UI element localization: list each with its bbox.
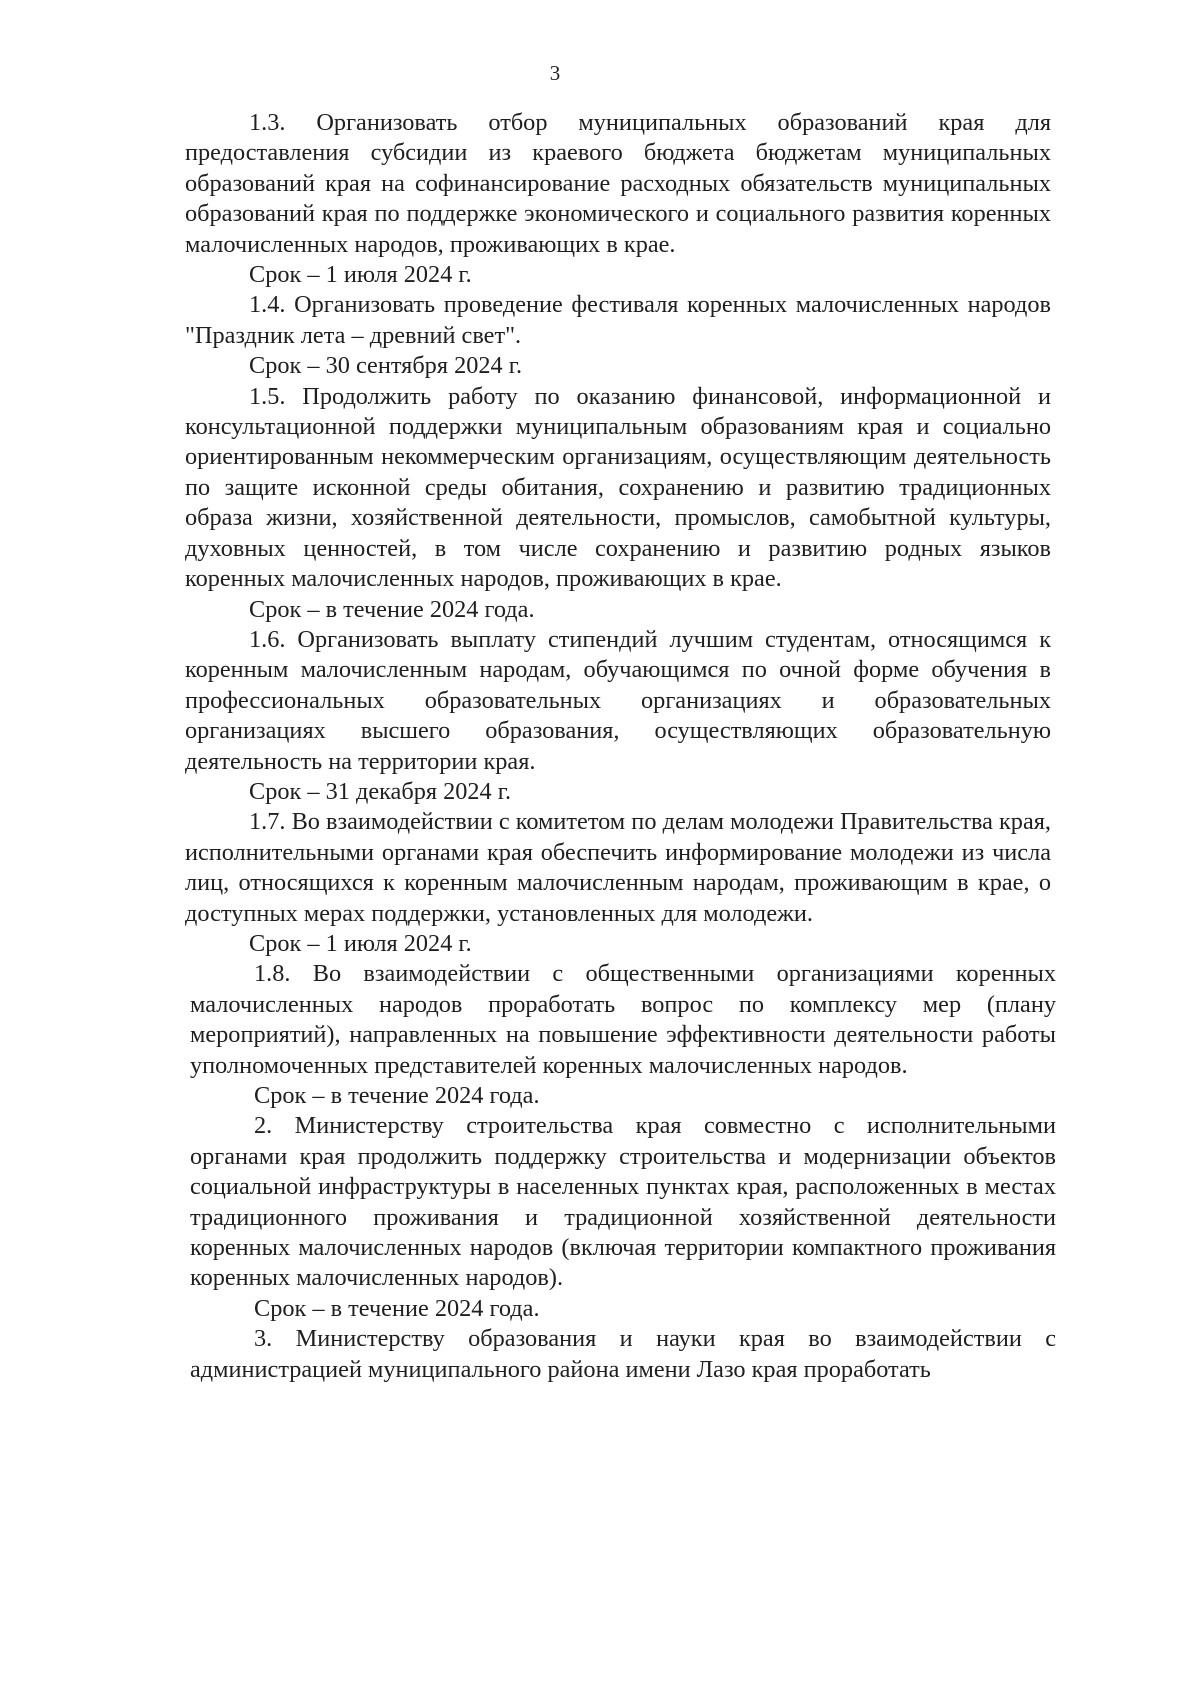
paragraph-1-7: 1.7. Во взаимодействии с комитетом по делам молодежи Правительства края, исполнительными органами края обеспечить информирование молодежи из числа лиц, относящихся к коренным малочисленным народам, проживающим в крае, о доступных мерах поддержки, установленных для молодежи. [185, 808, 1051, 927]
paragraph-1-3: 1.3. Организовать отбор муниципальных образований края для предоставления субсидии из краевого бюджета бюджетам муниципальных образований края на софинансирование расходных обязательств муниципальных образований края по поддержке экономического и социального развития коренных малочисленных народов, проживающих в крае. [185, 109, 1051, 258]
deadline-2: Срок – в течение 2024 года. [254, 1294, 540, 1322]
paragraph-1-4: 1.4. Организовать проведение фестиваля коренных малочисленных народов "Праздник лета – древний свет". [185, 291, 1051, 349]
deadline-1-4: Срок – 30 сентября 2024 г. [249, 352, 523, 380]
paragraph-3: 3. Министерству образования и науки края во взаимодействии с администрацией муниципального района имени Лазо края проработать [190, 1325, 1056, 1383]
deadline-1-6: Срок – 31 декабря 2024 г. [249, 777, 512, 805]
paragraph-1-5: 1.5. Продолжить работу по оказанию финансовой, информационной и консультационной поддержки муниципальным образованиям края и социально ориентированным некоммерческим организациям, осуществляющим деятельность по защите исконной среды обитания, сохранению и развитию традиционных образа жизни, хозяйственной деятельности, промыслов, самобытной культуры, духовных ценностей, в том числе сохранению и развитию родных языков коренных малочисленных народов, проживающих в крае. [185, 382, 1051, 593]
paragraph-2: 2. Министерству строительства края совместно с исполнительными органами края продолжить поддержку строительства и модернизации объектов социальной инфраструктуры в населенных пунктах края, расположенных в местах традиционного проживания и традиционной хозяйственной деятельности коренных малочисленных народов (включая территории компактного проживания коренных малочисленных народов). [190, 1112, 1056, 1292]
paragraph-1-8: 1.8. Во взаимодействии с общественными организациями коренных малочисленных народов проработать вопрос по комплексу мер (плану мероприятий), направленных на повышение эффективности деятельности работы уполномоченных представителей коренных малочисленных народов. [190, 960, 1056, 1079]
deadline-1-3: Срок – 1 июля 2024 г. [249, 261, 472, 289]
deadline-1-8: Срок – в течение 2024 года. [254, 1082, 540, 1109]
document-body [185, 108, 1056, 1385]
paragraph-1-6: 1.6. Организовать выплату стипендий лучшим студентам, относящимся к коренным малочисленным народам, обучающимся по очной форме обучения в профессиональных образовательных организациях и образовательных организациях высшего образования, осуществляющих образовательную деятельность на территории края. [185, 625, 1051, 775]
deadline-1-5: Срок – в течение 2024 года. [249, 595, 535, 623]
deadline-1-7: Срок – 1 июля 2024 г. [249, 929, 472, 957]
page-number: 3 [549, 61, 561, 85]
